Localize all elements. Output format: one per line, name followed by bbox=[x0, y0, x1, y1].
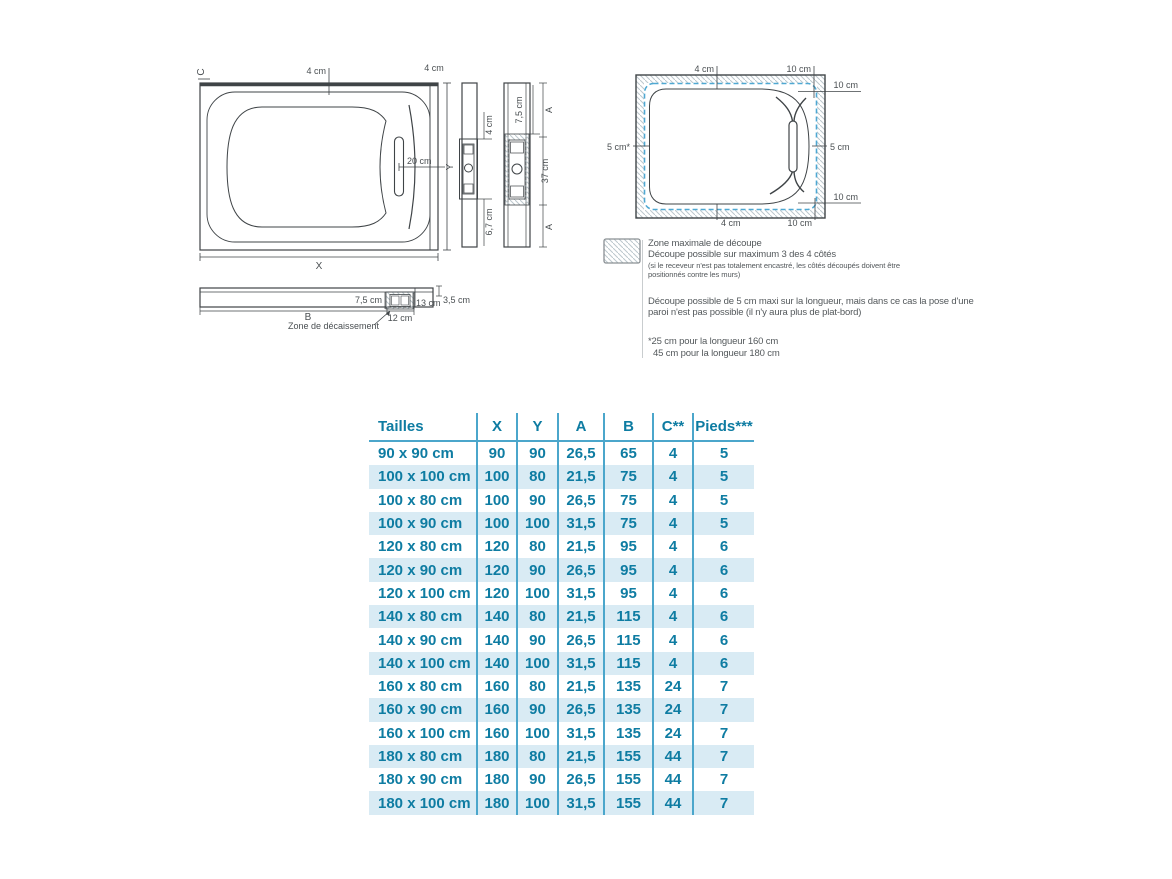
value-cell: 160 bbox=[477, 698, 517, 721]
value-cell: 100 bbox=[477, 512, 517, 535]
profile-label-b: B bbox=[304, 312, 312, 323]
cut-zone-diagram bbox=[595, 55, 870, 235]
table-row bbox=[369, 745, 754, 768]
value-cell: 4 bbox=[653, 535, 693, 558]
size-cell: 160 x 90 cm bbox=[369, 698, 477, 721]
large-section-label-a-bottom: A bbox=[544, 223, 554, 231]
value-cell: 6 bbox=[719, 561, 729, 579]
value-cell: 21,5 bbox=[558, 745, 604, 768]
small-section-dim-67cm: 6,7 cm bbox=[484, 208, 494, 236]
value-cell: 90 bbox=[477, 441, 517, 465]
value-cell: 44 bbox=[653, 791, 693, 814]
value-cell: 155 bbox=[604, 791, 653, 814]
col-header-4: B bbox=[604, 413, 653, 441]
sizes-table-header bbox=[369, 413, 754, 441]
value-cell: 6 bbox=[719, 608, 729, 626]
value-cell: 26,5 bbox=[558, 628, 604, 651]
value-cell: 80 bbox=[517, 535, 558, 558]
size-cell: 100 x 100 cm bbox=[369, 465, 477, 488]
sizes-table bbox=[369, 413, 754, 815]
cut-dim-5cm-left: 5 cm* bbox=[606, 142, 630, 152]
legend-foot-2: 45 cm pour la longueur 180 cm bbox=[653, 348, 780, 359]
hatch-swatch-icon bbox=[603, 238, 641, 264]
col-header-3: A bbox=[558, 413, 604, 441]
value-cell: 4 bbox=[653, 489, 693, 512]
value-cell: 4 bbox=[653, 605, 693, 628]
table-row bbox=[369, 768, 754, 791]
value-cell: 75 bbox=[604, 512, 653, 535]
value-cell: 4 bbox=[653, 628, 693, 651]
value-cell: 26,5 bbox=[558, 698, 604, 721]
legend-line-2: Découpe possible sur maximum 3 des 4 côtés bbox=[648, 249, 837, 260]
table-row bbox=[369, 489, 754, 512]
plan-label-c: C bbox=[196, 68, 207, 76]
value-cell: 4 bbox=[653, 652, 693, 675]
table-row bbox=[369, 722, 754, 745]
value-cell: 4 bbox=[653, 465, 693, 488]
cut-dim-10cm-top: 10 cm bbox=[786, 64, 811, 74]
value-cell: 100 bbox=[517, 722, 558, 745]
plan-view bbox=[196, 63, 456, 272]
legend-line-4: positionnés contre les murs) bbox=[648, 270, 741, 279]
value-cell: 24 bbox=[653, 722, 693, 745]
value-cell: 5 bbox=[719, 491, 729, 509]
value-cell: 65 bbox=[604, 441, 653, 465]
value-cell: 135 bbox=[604, 722, 653, 745]
value-cell: 100 bbox=[517, 652, 558, 675]
value-cell: 75 bbox=[604, 465, 653, 488]
col-header-0: Tailles bbox=[369, 413, 477, 441]
value-cell: 180 bbox=[477, 768, 517, 791]
value-cell: 31,5 bbox=[558, 722, 604, 745]
col-header-1: X bbox=[477, 413, 517, 441]
sizes-table-body bbox=[369, 441, 754, 815]
size-cell: 180 x 80 cm bbox=[369, 745, 477, 768]
value-cell: 4 bbox=[653, 582, 693, 605]
large-section-dim-37cm: 37 cm bbox=[540, 158, 550, 184]
value-cell: 26,5 bbox=[558, 558, 604, 581]
cut-dim-10cm-right-bottom: 10 cm bbox=[833, 192, 858, 202]
table-row bbox=[369, 675, 754, 698]
plan-dim-4cm-right: 4 cm bbox=[424, 63, 444, 73]
value-cell: 24 bbox=[653, 698, 693, 721]
value-cell: 140 bbox=[477, 628, 517, 651]
value-cell: 90 bbox=[517, 628, 558, 651]
value-cell: 26,5 bbox=[558, 489, 604, 512]
table-row bbox=[369, 605, 754, 628]
size-cell: 180 x 100 cm bbox=[369, 791, 477, 814]
large-section-label-a-top: A bbox=[544, 106, 554, 114]
value-cell: 21,5 bbox=[558, 465, 604, 488]
size-cell: 160 x 100 cm bbox=[369, 722, 477, 745]
col-header-2: Y bbox=[517, 413, 558, 441]
value-cell: 7 bbox=[719, 701, 729, 719]
table-row bbox=[369, 698, 754, 721]
profile-dim-12cm: 12 cm bbox=[387, 313, 413, 323]
value-cell: 140 bbox=[477, 605, 517, 628]
value-cell: 24 bbox=[653, 675, 693, 698]
value-cell: 95 bbox=[604, 535, 653, 558]
cut-dim-4cm-bottom: 4 cm bbox=[721, 218, 741, 228]
value-cell: 100 bbox=[477, 465, 517, 488]
small-section-dim-4cm: 4 cm bbox=[484, 115, 494, 135]
value-cell: 4 bbox=[653, 512, 693, 535]
legend-foot-1: *25 cm pour la longueur 160 cm bbox=[648, 336, 779, 347]
value-cell: 180 bbox=[477, 745, 517, 768]
size-cell: 90 x 90 cm bbox=[369, 441, 477, 465]
value-cell: 21,5 bbox=[558, 535, 604, 558]
value-cell: 6 bbox=[719, 538, 729, 556]
value-cell: 100 bbox=[517, 791, 558, 814]
table-row bbox=[369, 512, 754, 535]
value-cell: 5 bbox=[719, 515, 729, 533]
value-cell: 4 bbox=[653, 558, 693, 581]
value-cell: 100 bbox=[477, 489, 517, 512]
value-cell: 4 bbox=[653, 441, 693, 465]
side-section-small bbox=[460, 83, 495, 247]
value-cell: 21,5 bbox=[558, 675, 604, 698]
value-cell: 21,5 bbox=[558, 605, 604, 628]
value-cell: 90 bbox=[517, 441, 558, 465]
value-cell: 95 bbox=[604, 558, 653, 581]
table-row bbox=[369, 441, 754, 465]
table-row bbox=[369, 558, 754, 581]
size-cell: 140 x 100 cm bbox=[369, 652, 477, 675]
value-cell: 7 bbox=[719, 748, 729, 765]
value-cell: 26,5 bbox=[558, 441, 604, 465]
col-header-5: C** bbox=[653, 413, 693, 441]
value-cell: 160 bbox=[477, 675, 517, 698]
value-cell: 155 bbox=[604, 745, 653, 768]
side-section-large bbox=[504, 83, 554, 247]
value-cell: 120 bbox=[477, 535, 517, 558]
legend-note-2: paroi n'est pas possible (il n'y aura plus de plat-bord) bbox=[648, 307, 862, 318]
value-cell: 180 bbox=[477, 791, 517, 814]
value-cell: 90 bbox=[517, 489, 558, 512]
cut-zone-view bbox=[607, 64, 861, 228]
value-cell: 100 bbox=[517, 582, 558, 605]
col-header-6: Pieds*** bbox=[693, 413, 754, 441]
value-cell: 155 bbox=[604, 768, 653, 791]
size-cell: 140 x 90 cm bbox=[369, 628, 477, 651]
value-cell: 115 bbox=[604, 605, 653, 628]
value-cell: 44 bbox=[653, 768, 693, 791]
table-row bbox=[369, 465, 754, 488]
profile-dim-75cm: 7,5 cm bbox=[354, 295, 382, 305]
table-row bbox=[369, 791, 754, 814]
value-cell: 6 bbox=[719, 654, 729, 672]
value-cell: 100 bbox=[517, 512, 558, 535]
value-cell: 31,5 bbox=[558, 652, 604, 675]
value-cell: 120 bbox=[477, 582, 517, 605]
value-cell: 31,5 bbox=[558, 791, 604, 814]
profile-dim-13cm: 13 cm bbox=[416, 298, 441, 308]
value-cell: 80 bbox=[517, 605, 558, 628]
table-row bbox=[369, 582, 754, 605]
value-cell: 115 bbox=[604, 652, 653, 675]
value-cell: 7 bbox=[719, 724, 729, 742]
cut-dim-10cm-right-top: 10 cm bbox=[833, 80, 858, 90]
plan-label-x: X bbox=[315, 261, 323, 272]
value-cell: 140 bbox=[477, 652, 517, 675]
plan-dim-20cm: 20 cm bbox=[407, 156, 432, 166]
plan-label-y: Y bbox=[445, 163, 456, 171]
technical-drawings-left bbox=[190, 50, 580, 345]
value-cell: 90 bbox=[517, 558, 558, 581]
size-cell: 100 x 80 cm bbox=[369, 489, 477, 512]
value-cell: 7 bbox=[719, 678, 729, 696]
size-cell: 140 x 80 cm bbox=[369, 605, 477, 628]
value-cell: 160 bbox=[477, 722, 517, 745]
value-cell: 95 bbox=[604, 582, 653, 605]
table-row bbox=[369, 535, 754, 558]
value-cell: 80 bbox=[517, 745, 558, 768]
large-section-dim-75cm: 7,5 cm bbox=[514, 96, 524, 124]
value-cell: 80 bbox=[517, 675, 558, 698]
value-cell: 135 bbox=[604, 675, 653, 698]
cut-dim-4cm-top: 4 cm bbox=[694, 64, 714, 74]
value-cell: 5 bbox=[719, 468, 729, 486]
value-cell: 44 bbox=[653, 745, 693, 768]
size-cell: 100 x 90 cm bbox=[369, 512, 477, 535]
header-row bbox=[369, 413, 754, 441]
value-cell: 7 bbox=[719, 794, 729, 812]
size-cell: 160 x 80 cm bbox=[369, 675, 477, 698]
value-cell: 120 bbox=[477, 558, 517, 581]
value-cell: 5 bbox=[719, 445, 729, 463]
plan-dim-4cm-top: 4 cm bbox=[306, 66, 326, 76]
value-cell: 115 bbox=[604, 628, 653, 651]
legend-divider bbox=[642, 240, 643, 358]
legend-line-1: Zone maximale de découpe bbox=[648, 238, 762, 249]
profile-caption: Zone de décaissement bbox=[288, 321, 380, 331]
legend-note-1: Découpe possible de 5 cm maxi sur la longueur, mais dans ce cas la pose d'une bbox=[648, 296, 974, 307]
value-cell: 31,5 bbox=[558, 512, 604, 535]
cut-dim-5cm-right: 5 cm bbox=[830, 142, 850, 152]
size-cell: 180 x 90 cm bbox=[369, 768, 477, 791]
size-cell: 120 x 90 cm bbox=[369, 558, 477, 581]
value-cell: 7 bbox=[719, 771, 729, 789]
table-row bbox=[369, 652, 754, 675]
value-cell: 90 bbox=[517, 698, 558, 721]
legend-line-3: (si le receveur n'est pas totalement encastré, les côtés découpés doivent être bbox=[648, 261, 900, 270]
size-cell: 120 x 80 cm bbox=[369, 535, 477, 558]
value-cell: 6 bbox=[719, 584, 729, 602]
profile-section bbox=[200, 286, 470, 331]
table-row bbox=[369, 628, 754, 651]
value-cell: 90 bbox=[517, 768, 558, 791]
value-cell: 6 bbox=[719, 631, 729, 649]
value-cell: 135 bbox=[604, 698, 653, 721]
profile-dim-35cm: 3,5 cm bbox=[443, 295, 471, 305]
cut-dim-10cm-bottom: 10 cm bbox=[787, 218, 812, 228]
value-cell: 31,5 bbox=[558, 582, 604, 605]
value-cell: 80 bbox=[517, 465, 558, 488]
value-cell: 75 bbox=[604, 489, 653, 512]
size-cell: 120 x 100 cm bbox=[369, 582, 477, 605]
value-cell: 26,5 bbox=[558, 768, 604, 791]
